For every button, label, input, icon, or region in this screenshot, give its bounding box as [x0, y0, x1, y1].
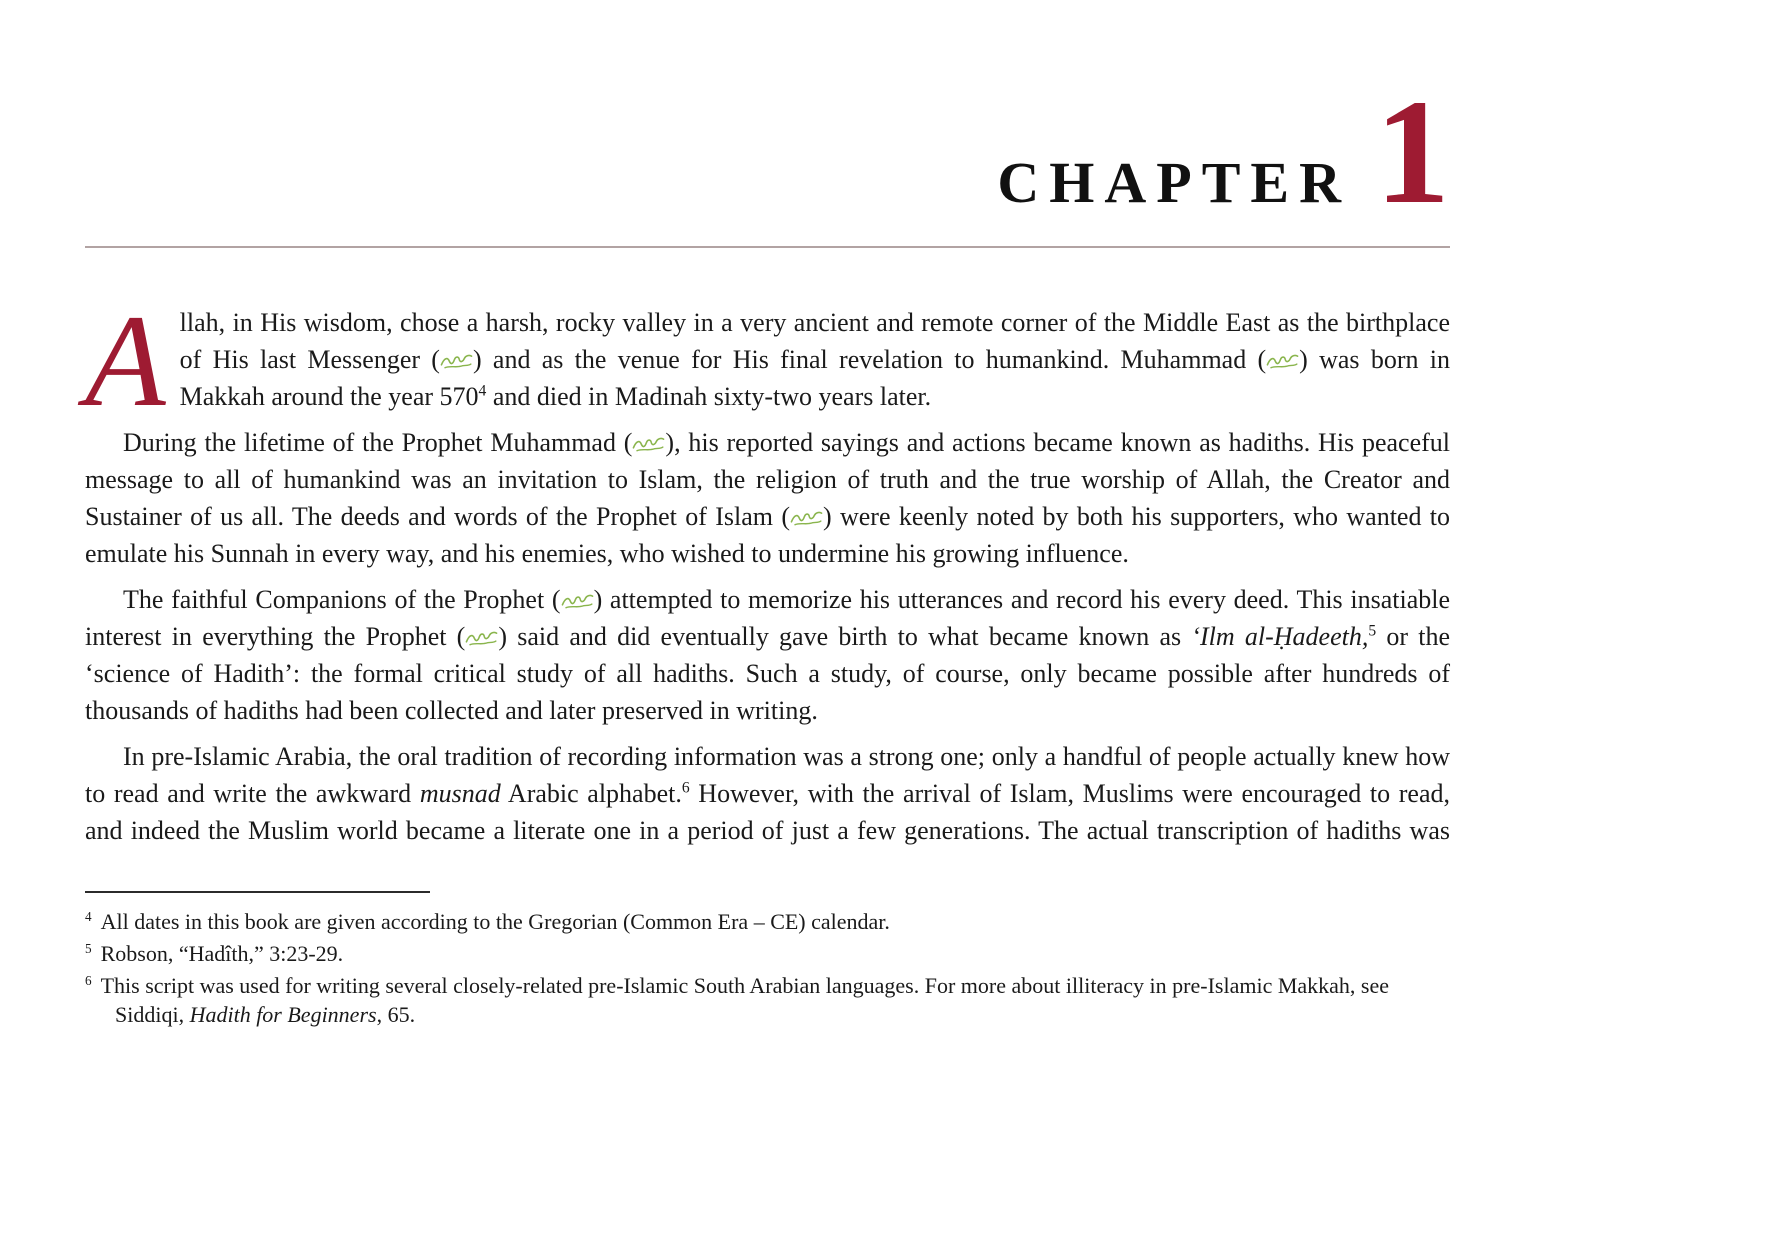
paragraph-1-text: llah, in His wisdom, chose a harsh, rocky valley in a very ancient and remote corner of the Middle East as the birthplace of His last Messenger ( ) and as the venue for His final revelation to humankind. Muhammad ( ) was born in Makkah around the year $570^4$ and died in Madinah sixty-two years later. [179, 308, 1450, 411]
paragraph-3: The faithful Companions of the Prophet ( ) attempted to memorize his utterances and record his every deed. This insatiable interest in everything the Prophet ( ) said and did eventually gave birth to what became known as ‘Ilm al-Ḥadeeth,$^5$ or the ‘science of Hadith’: the formal critical study of all hadiths. Such a study, of course, only became possible after hundreds of thousands of hadiths had been collected and later preserved in writing. [85, 585, 1451, 725]
paragraph-1 [85, 287, 1450, 434]
honorific-icon [790, 507, 823, 528]
footnote-marker: 5 [85, 940, 92, 956]
footnote-reference: 4 [478, 382, 487, 400]
honorific-icon [1266, 350, 1299, 371]
footnote-text: All dates in this book are given according to the Gregorian (Common Era – CE) calendar. [100, 909, 890, 934]
italic-text: ‘Ilm al-Ḥadeeth, [1191, 622, 1369, 651]
chapter-label: CHAPTER [997, 150, 1351, 215]
chapter-number: 1 [1375, 69, 1450, 235]
footnote-marker: 6 [85, 972, 92, 988]
page-content [85, 0, 1450, 1032]
footnote-reference: 6 [681, 779, 690, 797]
paragraph-2: During the lifetime of the Prophet Muhammad ( ), his reported sayings and actions became known as hadiths. His peaceful message to all of humankind was an invitation to Islam, the religion of truth and the true worship of Allah, the Creator and Sustainer of us all. The deeds and words of the Prophet of Islam ( ) were keenly noted by both his supporters, who wanted to emulate his Sunnah in every way, and his enemies, who wished to undermine his growing influence. [85, 428, 1451, 568]
footnote-reference: 5 [1368, 622, 1377, 640]
italic-text: musnad [419, 779, 501, 808]
footnote-text: This script was used for writing several closely-related pre-Islamic South Arabian languages. For more about illiteracy in pre-Islamic Makkah, see Siddiqi, Hadith for Beginners, 65. [100, 973, 1390, 1027]
footnote-5 [85, 939, 1450, 968]
drop-cap: A [85, 287, 166, 434]
honorific-icon [561, 590, 594, 611]
honorific-icon [465, 627, 498, 648]
footnote-text: Robson, “Hadîth,” 3:23-29. [100, 941, 344, 966]
footnote-separator [85, 891, 430, 893]
header-rule [85, 246, 1450, 248]
footnote-6 [85, 971, 1450, 1029]
paragraph-4: In pre-Islamic Arabia, the oral tradition of recording information was a strong one; only a handful of people actually knew how to read and write the awkward musnad Arabic alphabet.$^6$ However, with the arrival of Islam, Muslims were encouraged to read, and indeed the Muslim world became a literate one in a period of just a few generations. The actual transcription of hadiths was [85, 742, 1451, 845]
italic-text: Hadith for Beginners [189, 1002, 377, 1027]
body-text [85, 287, 1451, 849]
honorific-icon [632, 433, 665, 454]
footnotes-section [85, 891, 1450, 1029]
footnote-4 [85, 907, 1450, 936]
footnote-marker: 4 [85, 908, 92, 924]
honorific-icon [440, 350, 473, 371]
chapter-header [85, 69, 1450, 235]
